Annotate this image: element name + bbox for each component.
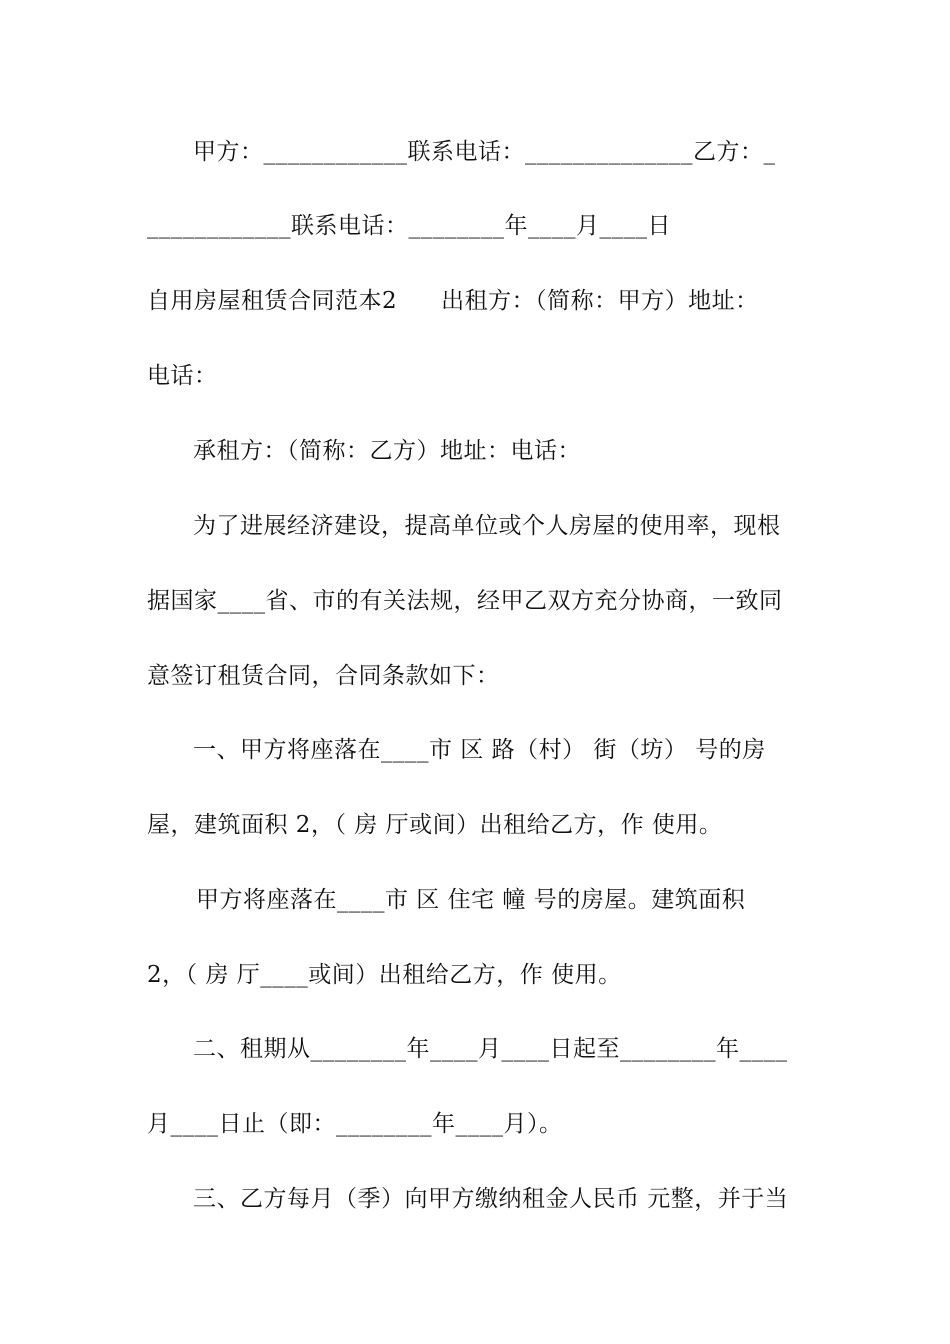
signature-line-date: ____________联系电话：________年____月____日 — [147, 213, 671, 239]
lessor-info: 出租方：（简称：甲方）地址： — [441, 288, 759, 314]
signature-line-party-a: 甲方：____________联系电话：______________乙方：_ — [193, 139, 776, 165]
contract-title-line — [147, 286, 950, 316]
preamble-line-1: 为了进展经济建设，提高单位或个人房屋的使用率，现根 — [193, 513, 781, 539]
clause-1-alt-line-1: 甲方将座落在____市 区 住宅 幢 号的房屋。建筑面积 — [196, 887, 746, 913]
preamble-line-3: 意签订租赁合同，合同条款如下： — [147, 663, 500, 689]
lessor-phone: 电话： — [147, 363, 218, 389]
clause-1-line-2: 屋，建筑面积 2，（ 房 厅或间）出租给乙方，作 使用。 — [147, 812, 723, 838]
clause-3-line-1: 三、乙方每月（季）向甲方缴纳租金人民币 元整，并于当 — [193, 1186, 789, 1212]
contract-title: 自用房屋租赁合同范本2 — [147, 288, 398, 314]
clause-1-line-1: 一、甲方将座落在____市 区 路（村） 街（坊） 号的房 — [193, 737, 766, 763]
clause-2-line-2: 月____日止（即：________年____月）。 — [147, 1111, 563, 1137]
preamble-line-2: 据国家____省、市的有关法规，经甲乙双方充分协商，一致同 — [147, 588, 783, 614]
clause-1-alt-line-2: 2，（ 房 厅____或间）出租给乙方，作 使用。 — [147, 962, 622, 988]
lessee-info: 承租方：（简称：乙方）地址：电话： — [193, 438, 581, 464]
clause-2-line-1: 二、租期从________年____月____日起至________年____ — [193, 1036, 788, 1062]
